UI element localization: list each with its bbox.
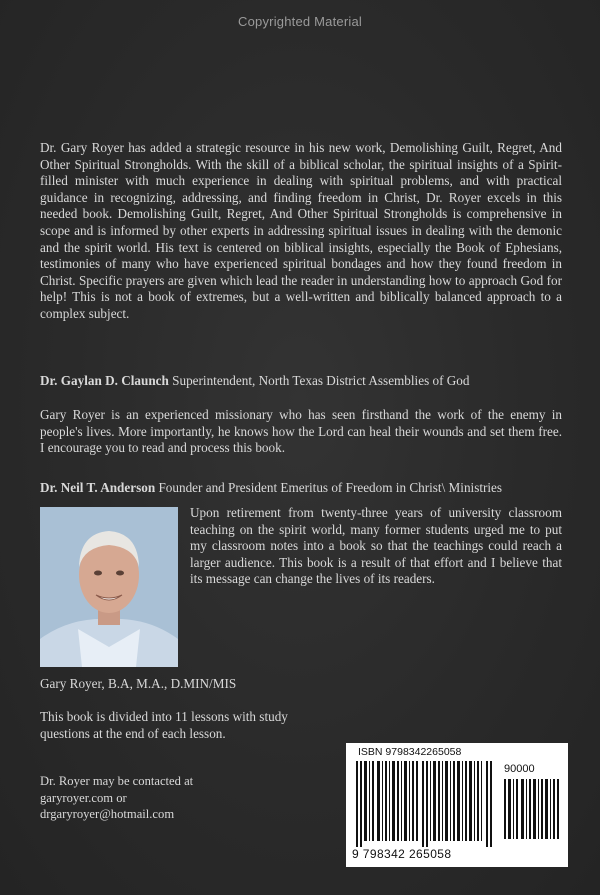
price-barcode-bars	[504, 779, 560, 839]
isbn-barcode	[346, 743, 568, 867]
review-1-text: Dr. Gary Royer has added a strategic resource in his new work, Demolishing Guilt, Regret, And Other Spiritual Strongholds. With the skill of a biblical scholar, the spiritual insights of a Spirit-filled minister with much experience in dealing with spiritual problems, and with practical guidance in recognizing, addressing, and finding freedom in Christ, Dr. Royer excels in this needed book. Demolishing Guilt, Regret, And Other Spiritual Strongholds is comprehensive in scope and is informed by other experts in addressing spiritual issues in dealing with the demonic and the spirit world. His text is centered on biblical insights, especially the Book of Ephesians, testimonies of many who have experienced spiritual bondages and how they found freedom in Christ. Specific prayers are given which lead the reader in understanding how to approach God for help! This is not a book of extremes, but a well-written and biblically balanced approach to a complex subject.	[40, 140, 562, 321]
copyright-watermark: Copyrighted Material	[238, 14, 362, 29]
price-code: 90000	[504, 763, 535, 775]
contact-info	[40, 773, 300, 823]
lessons-note: This book is divided into 11 lessons with study questions at the end of each lesson.	[40, 709, 288, 741]
barcode-digits: 9 798342 265058	[352, 847, 452, 861]
contact-website: garyroyer.com or	[40, 790, 127, 805]
contact-line-1: Dr. Royer may be contacted at	[40, 774, 194, 788]
review-2-text: Gary Royer is an experienced missionary who has seen firsthand the work of the enemy in people's lives. More importantly, he knows how the Lord can heal their wounds and set them free. I encourage you to read and process this book.	[40, 407, 562, 456]
author-portrait-image	[40, 507, 178, 667]
review-2-endorser	[40, 480, 562, 497]
contact-email: drgaryroyer@hotmail.com	[40, 807, 175, 822]
review-2-role: Founder and President Emeritus of Freedom in Christ\ Ministries	[158, 480, 503, 495]
author-note: Upon retirement from twenty-three years of university classroom teaching on the spirit world, many former students urged me to put my classroom notes into a book so that the teachings could reach a larger audience. This book is a result of that effort and I believe that its message can change the lives of its readers.	[190, 505, 562, 587]
review-2-author: Dr. Neil T. Anderson	[40, 480, 156, 495]
review-1-endorser	[40, 373, 562, 390]
photo-caption: Gary Royer, B.A, M.A., D.MIN/MIS	[40, 676, 237, 691]
review-1-author: Dr. Gaylan D. Claunch	[40, 373, 169, 388]
author-photo	[40, 507, 178, 667]
isbn-label: ISBN 9798342265058	[358, 746, 462, 758]
review-1-role: Superintendent, North Texas District Assemblies of God	[172, 373, 470, 388]
ean-barcode-bars	[356, 761, 496, 847]
